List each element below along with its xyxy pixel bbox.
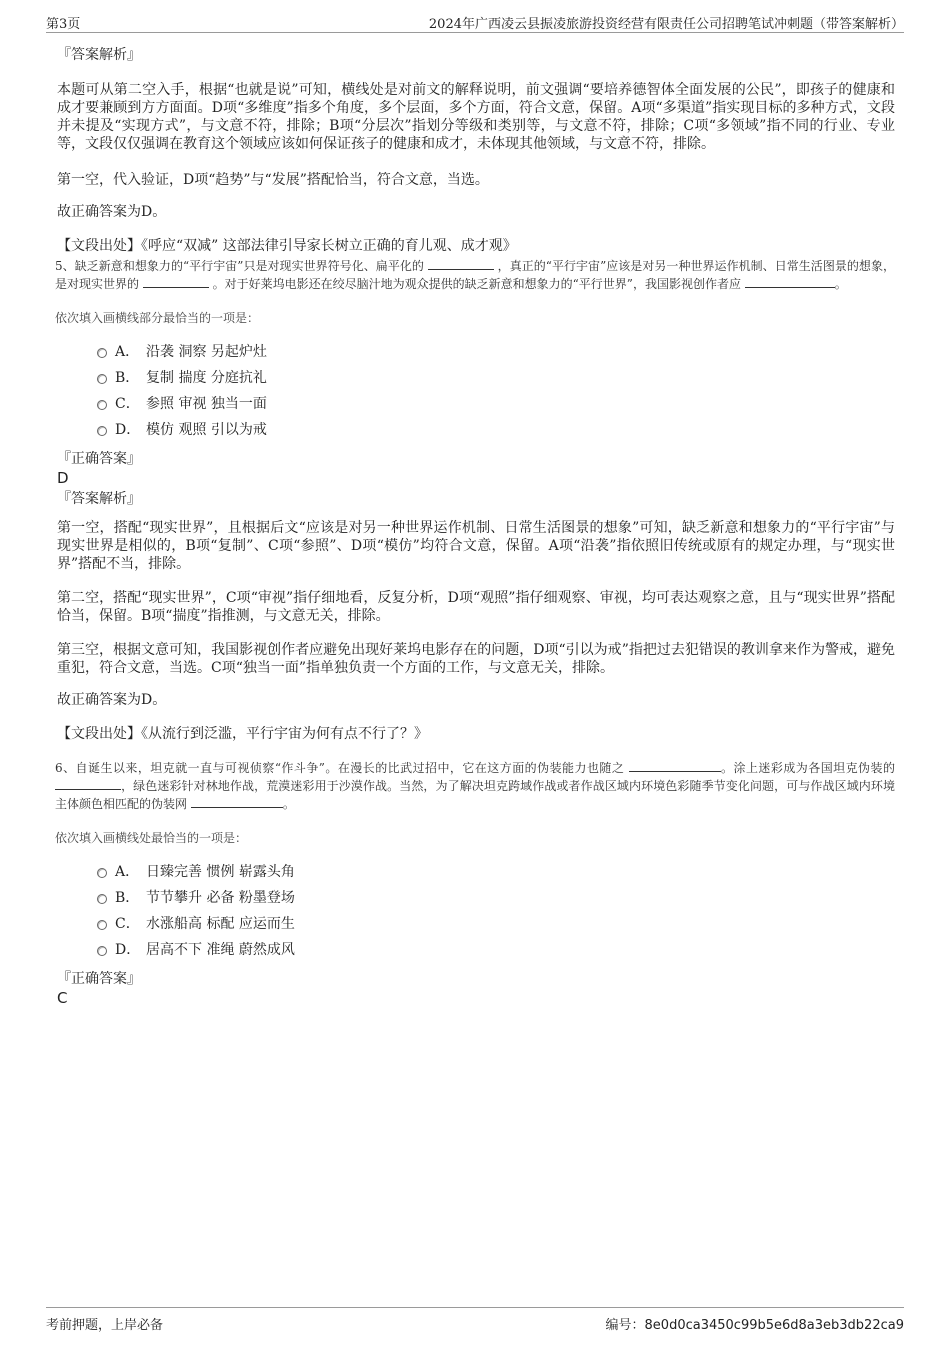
page-number: 第3页	[46, 17, 81, 32]
option-d[interactable]: D． 模仿 观照 引以为戒	[57, 417, 895, 443]
answer-blank	[428, 257, 494, 270]
option-d[interactable]: D． 居高不下 准绳 蔚然成风	[57, 937, 895, 963]
question-5-analysis-p1: 第一空，搭配“现实世界”，且根据后文“应该是对另一种世界运作机制、日常生活图景的想象”可知，缺乏新意和想象力的“平行宇宙”与现实世界是相似的，B项“复制”、C项“参照”、D项“模仿”均符合文意，保留。A项“沿袭”指依照旧传统或原有的规定办理，与“现实世界”搭配不当，排除。	[57, 520, 895, 572]
question-5-analysis-label: 『答案解析』	[57, 491, 141, 507]
radio-icon[interactable]	[97, 400, 107, 410]
radio-icon[interactable]	[97, 426, 107, 436]
question-5-answer-label: 『正确答案』	[57, 451, 141, 467]
question-6-options	[57, 859, 895, 963]
radio-icon[interactable]	[97, 920, 107, 930]
question-5-analysis-p3: 第三空，根据文意可知，我国影视创作者应避免出现好莱坞电影存在的问题，D项“引以为戒”指把过去犯错误的教训拿来作为警戒，避免重犯，符合文意，当选。C项“独当一面”指单独负责一个方面的工作，与文意无关，排除。	[57, 642, 895, 676]
question-6-answer-label: 『正确答案』	[57, 971, 141, 987]
document-title: 2024年广西凌云县振凌旅游投资经营有限责任公司招聘笔试冲刺题（带答案解析）	[428, 17, 904, 32]
question-6-prompt: 依次填入画横线处最恰当的一项是：	[55, 831, 248, 845]
question-5-text: 5、缺乏新意和想象力的“平行宇宙”只是对现实世界符号化、扁平化的 ，真正的“平行宇宙”应该是对另一种世界运作机制、日常生活图景的想象，是对现实世界的 。对于好莱坞电影还在绞尽脑汁地为观众提供的缺乏新意和想象力的“平行世界”，我国影视创作者应 。	[55, 259, 895, 291]
code-label: 编号：	[605, 1318, 645, 1333]
source-label: 【文段出处】	[57, 726, 141, 742]
radio-icon[interactable]	[97, 946, 107, 956]
option-b[interactable]: B． 复制 揣度 分庭抗礼	[57, 365, 895, 391]
answer-blank	[629, 759, 721, 772]
prev-analysis-p2: 第一空，代入验证，D项“趋势”与“发展”搭配恰当，符合文意，当选。	[57, 172, 489, 188]
source-title: 《从流行到泛滥，平行宇宙为何有点不行了？》	[141, 726, 428, 742]
prev-analysis-p1: 本题可从第二空入手，根据“也就是说”可知，横线处是对前文的解释说明，前文强调“要培养德智体全面发展的公民”，即孩子的健康和成才要兼顾到方方面面。D项“多维度”指多个角度，多个层面，多个方面，符合文意，保留。A项“多渠道”指实现目标的多种方式，文段并未提及“实现方式”，与文意不符，排除；B项“分层次”指划分等级和类别等，与文意不符，排除；C项“多领域”指不同的行业、专业等，文段仅仅强调在教育这个领域应该如何保证孩子的健康和成才，未体现其他领域，与文意不符，排除。	[57, 82, 895, 152]
radio-icon[interactable]	[97, 894, 107, 904]
answer-blank	[143, 275, 209, 288]
prev-source	[57, 237, 895, 255]
option-c[interactable]: C． 参照 审视 独当一面	[57, 391, 895, 417]
prev-analysis-p3: 故正确答案为D。	[57, 204, 167, 220]
answer-blank	[745, 275, 835, 288]
question-5-prompt: 依次填入画横线部分最恰当的一项是：	[55, 311, 260, 325]
question-5-analysis-p4: 故正确答案为D。	[57, 692, 167, 708]
question-5-answer: D	[57, 469, 69, 487]
page-header	[46, 13, 904, 33]
radio-icon[interactable]	[97, 348, 107, 358]
page-content	[57, 45, 895, 1007]
code-value: 8e0d0ca3450c99b5e6d8a3eb3db22ca9	[644, 1318, 904, 1333]
question-5-options	[57, 339, 895, 443]
document-code	[606, 1314, 904, 1333]
question-6-text: 6、自诞生以来，坦克就一直与可视侦察“作斗争”。在漫长的比武过招中，它在这方面的伪装能力也随之 。涂上迷彩成为各国坦克伪装的 ，绿色迷彩针对林地作战，荒漠迷彩用于沙漠作战。当然，为了解决坦克跨域作战或者作战区域内环境色彩随季节变化问题，可与作战区域内环境主体颜色相匹配的伪装网 。	[55, 761, 895, 811]
radio-icon[interactable]	[97, 374, 107, 384]
source-title: 《呼应“双减” 这部法律引导家长树立正确的育儿观、成才观》	[141, 238, 517, 254]
footer-slogan: 考前押题，上岸必备	[46, 1318, 164, 1333]
radio-icon[interactable]	[97, 868, 107, 878]
answer-blank	[55, 777, 121, 790]
option-a[interactable]: A． 日臻完善 惯例 崭露头角	[57, 859, 895, 885]
option-c[interactable]: C． 水涨船高 标配 应运而生	[57, 911, 895, 937]
page-footer	[46, 1307, 904, 1333]
option-a[interactable]: A． 沿袭 洞察 另起炉灶	[57, 339, 895, 365]
option-b[interactable]: B． 节节攀升 必备 粉墨登场	[57, 885, 895, 911]
answer-blank	[191, 795, 283, 808]
question-5-source	[57, 725, 895, 743]
question-6-answer: C	[57, 989, 68, 1007]
source-label: 【文段出处】	[57, 238, 141, 254]
question-5-analysis-p2: 第二空，搭配“现实世界”，C项“审视”指仔细地看，反复分析，D项“观照”指仔细观察、审视，均可表达观察之意，且与“现实世界”搭配恰当，保留。B项“揣度”指推测，与文意无关，排除。	[57, 590, 895, 624]
prev-analysis-label: 『答案解析』	[57, 47, 141, 63]
